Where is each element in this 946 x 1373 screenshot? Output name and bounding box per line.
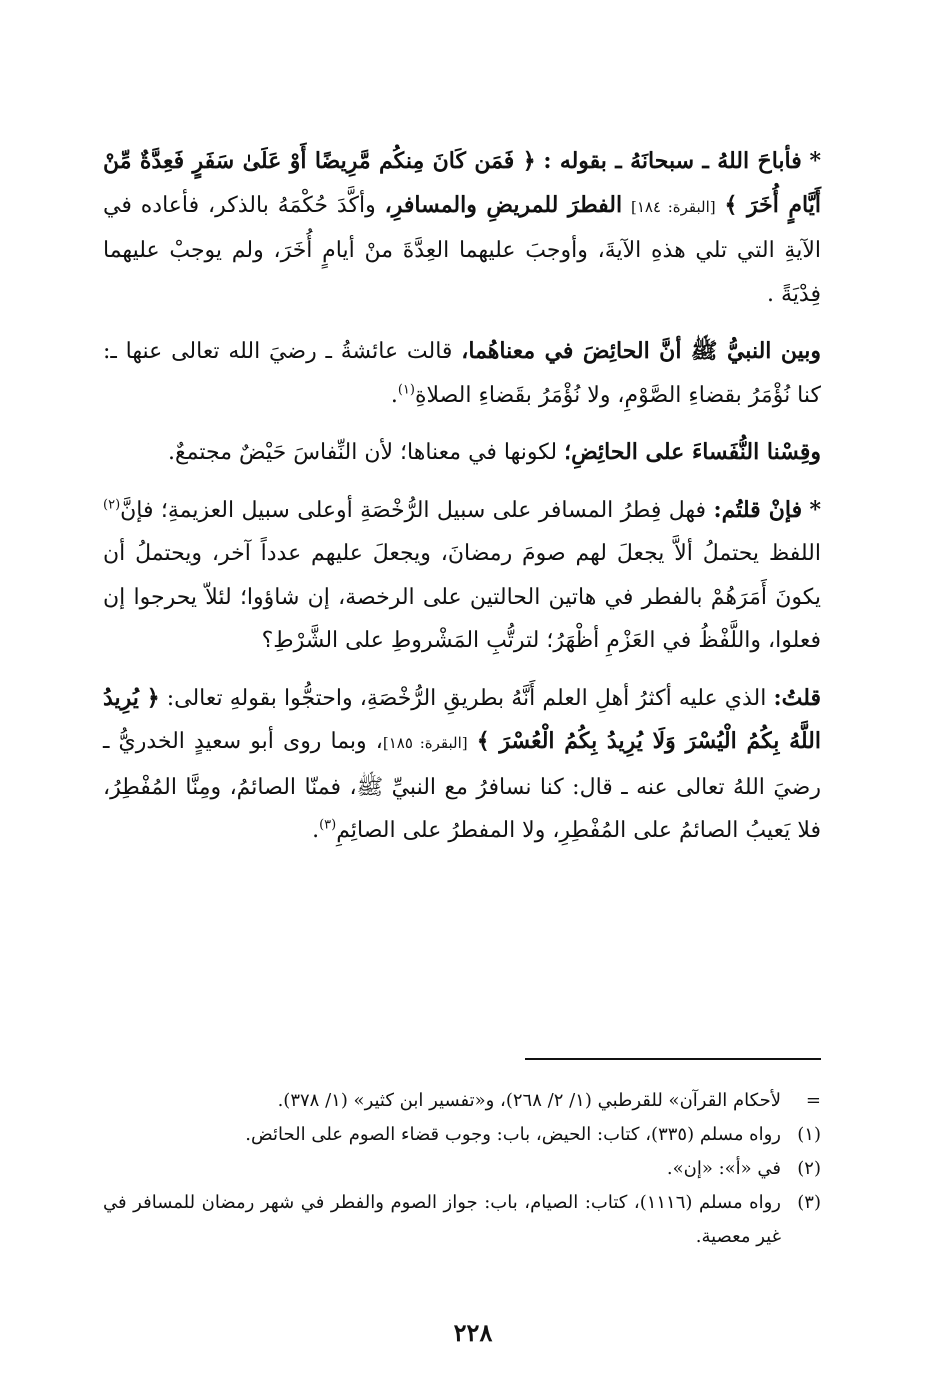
- paragraph-1: [103, 140, 821, 316]
- paragraph-text-cont: ، وبما روى أبو سعيدٍ الخدريُّ ـ رضيَ اللهُ تعالى عنه ـ قال: كنا نسافرُ مع النبيِّ ﷺ، فمنّا الصائمُ، ومِنَّا المُفْطِرُ، فلا يَعيبُ الصائمُ على المُفْطِرِ، ولا المفطرُ على الصائِمِ: [103, 729, 821, 843]
- footnote-text: في «أ»: «إن».: [666, 1158, 781, 1179]
- paragraph-3: [103, 431, 821, 475]
- paragraph-bold: الفطرَ للمريضِ والمسافرِ،: [384, 191, 623, 218]
- footnote-continuation: [103, 1084, 821, 1118]
- paragraph-text: الذي عليه أكثرُ أهلِ العلم أَنَّهُ بطريقِ الرُّخْصَةِ، واحتجُّوا بقولهِ تعالى:: [166, 685, 767, 711]
- footnote-ref-2: (٢): [103, 497, 121, 513]
- footnote-2: [103, 1152, 821, 1186]
- paragraph-lead: وقِسْنا النُّفَساءَ على الحائِضِ؛: [564, 439, 821, 465]
- paragraph-5: [103, 677, 821, 853]
- paragraph-lead: قلتُ:: [773, 684, 822, 711]
- footnote-number: (٣): [797, 1192, 821, 1213]
- verse-reference: [البقرة: ١٨٥]: [382, 734, 468, 752]
- footnote-text: رواه مسلم (١١١٦)، كتاب: الصيام، باب: جواز الصوم والفطر في شهر رمضان للمسافر في غير معصية.: [103, 1192, 781, 1247]
- footnote-text: لأحكام القرآن» للقرطبي (١/ ٢/ ٢٦٨)، و«تفسير ابن كثير» (١/ ٣٧٨).: [277, 1090, 781, 1111]
- page-number: ٢٢٨: [453, 1318, 493, 1347]
- main-text: [103, 140, 821, 867]
- paragraph-end: .: [390, 382, 398, 408]
- footnote-number: =: [805, 1090, 821, 1111]
- paragraph-lead: فأباحَ اللهُ ـ سبحانَهُ ـ بقوله :: [543, 148, 802, 174]
- footnote-text: رواه مسلم (٣٣٥)، كتاب: الحيض، باب: وجوب قضاء الصوم على الحائض.: [245, 1124, 781, 1145]
- footnote-number: (١): [797, 1124, 821, 1145]
- footnote-ref-1: (١): [397, 382, 415, 398]
- paragraph-end: .: [312, 818, 320, 843]
- footnote-1: [103, 1118, 821, 1152]
- paragraph-2: [103, 330, 821, 417]
- quran-verse: ﴿ فَمَن كَانَ مِنكُم مَّرِيضًا أَوْ عَلَىٰ سَفَرٍ فَعِدَّةٌ مِّنْ أَيَّامٍ أُخَرَ ﴾: [103, 148, 821, 218]
- quran-verse: ﴿ يُرِيدُ اللَّهُ بِكُمُ الْيُسْرَ وَلَا يُرِيدُ بِكُمُ الْعُسْرَ ﴾: [103, 684, 822, 754]
- paragraph-text: فهل فِطرُ المسافر على سبيل الرُّخْصَةِ أوعلى سبيل العزيمةِ؛ فإنَّ: [120, 497, 707, 523]
- paragraph-lead: فإنْ قلتُم:: [713, 496, 803, 523]
- star-marker: *: [809, 148, 821, 174]
- footnotes: [103, 1084, 821, 1254]
- paragraph-text: وأكَّدَ حُكْمَهُ بالذكر، فأعاده في الآيةِ التي تلي هذهِ الآيةَ، وأوجبَ عليهما العِدَّةَ منْ أيامٍ أُخَرَ، ولم يوجبْ عليهما فِدْيَةً .: [103, 192, 821, 307]
- footnote-number: (٢): [797, 1158, 821, 1179]
- paragraph-text-cont: اللفظ يحتملُ ألاَّ يجعلَ لهم صومَ رمضانَ، ويجعلَ عليهم عدداً آخر، ويحتملُ أن يكونَ أَمَرَهُمْ بالفطر في هاتين الحالتين على الرخصة، إن شاؤوا؛ لئلاّ يحرجوا إن فعلوا، واللَّفْظُ في العَزْمِ أظْهَرُ؛ لترتُّبِ المَشْروطِ على الشَّرْطِ؟: [103, 541, 821, 653]
- star-marker: *: [809, 496, 821, 523]
- footnote-divider: [525, 1058, 821, 1060]
- paragraph-text: قالت عائشةُ ـ رضيَ الله تعالى عنها ـ: كنا نُؤْمَرُ بقضاءِ الصَّوْمِ، ولا نُؤْمَرُ بقَضاءِ الصلاةِ: [103, 339, 821, 408]
- verse-reference: [البقرة: ١٨٤]: [630, 197, 716, 216]
- paragraph-lead: وبين النبيُّ ﷺ أنَّ الحائِضَ في معناهُما،: [461, 338, 822, 364]
- footnote-3: [103, 1186, 821, 1254]
- footnote-ref-3: (٣): [319, 817, 337, 833]
- paragraph-4: [103, 489, 821, 663]
- paragraph-text: لكونها في معناها؛ لأن النِّفاسَ حَيْضٌ مجتمعٌ.: [167, 440, 558, 465]
